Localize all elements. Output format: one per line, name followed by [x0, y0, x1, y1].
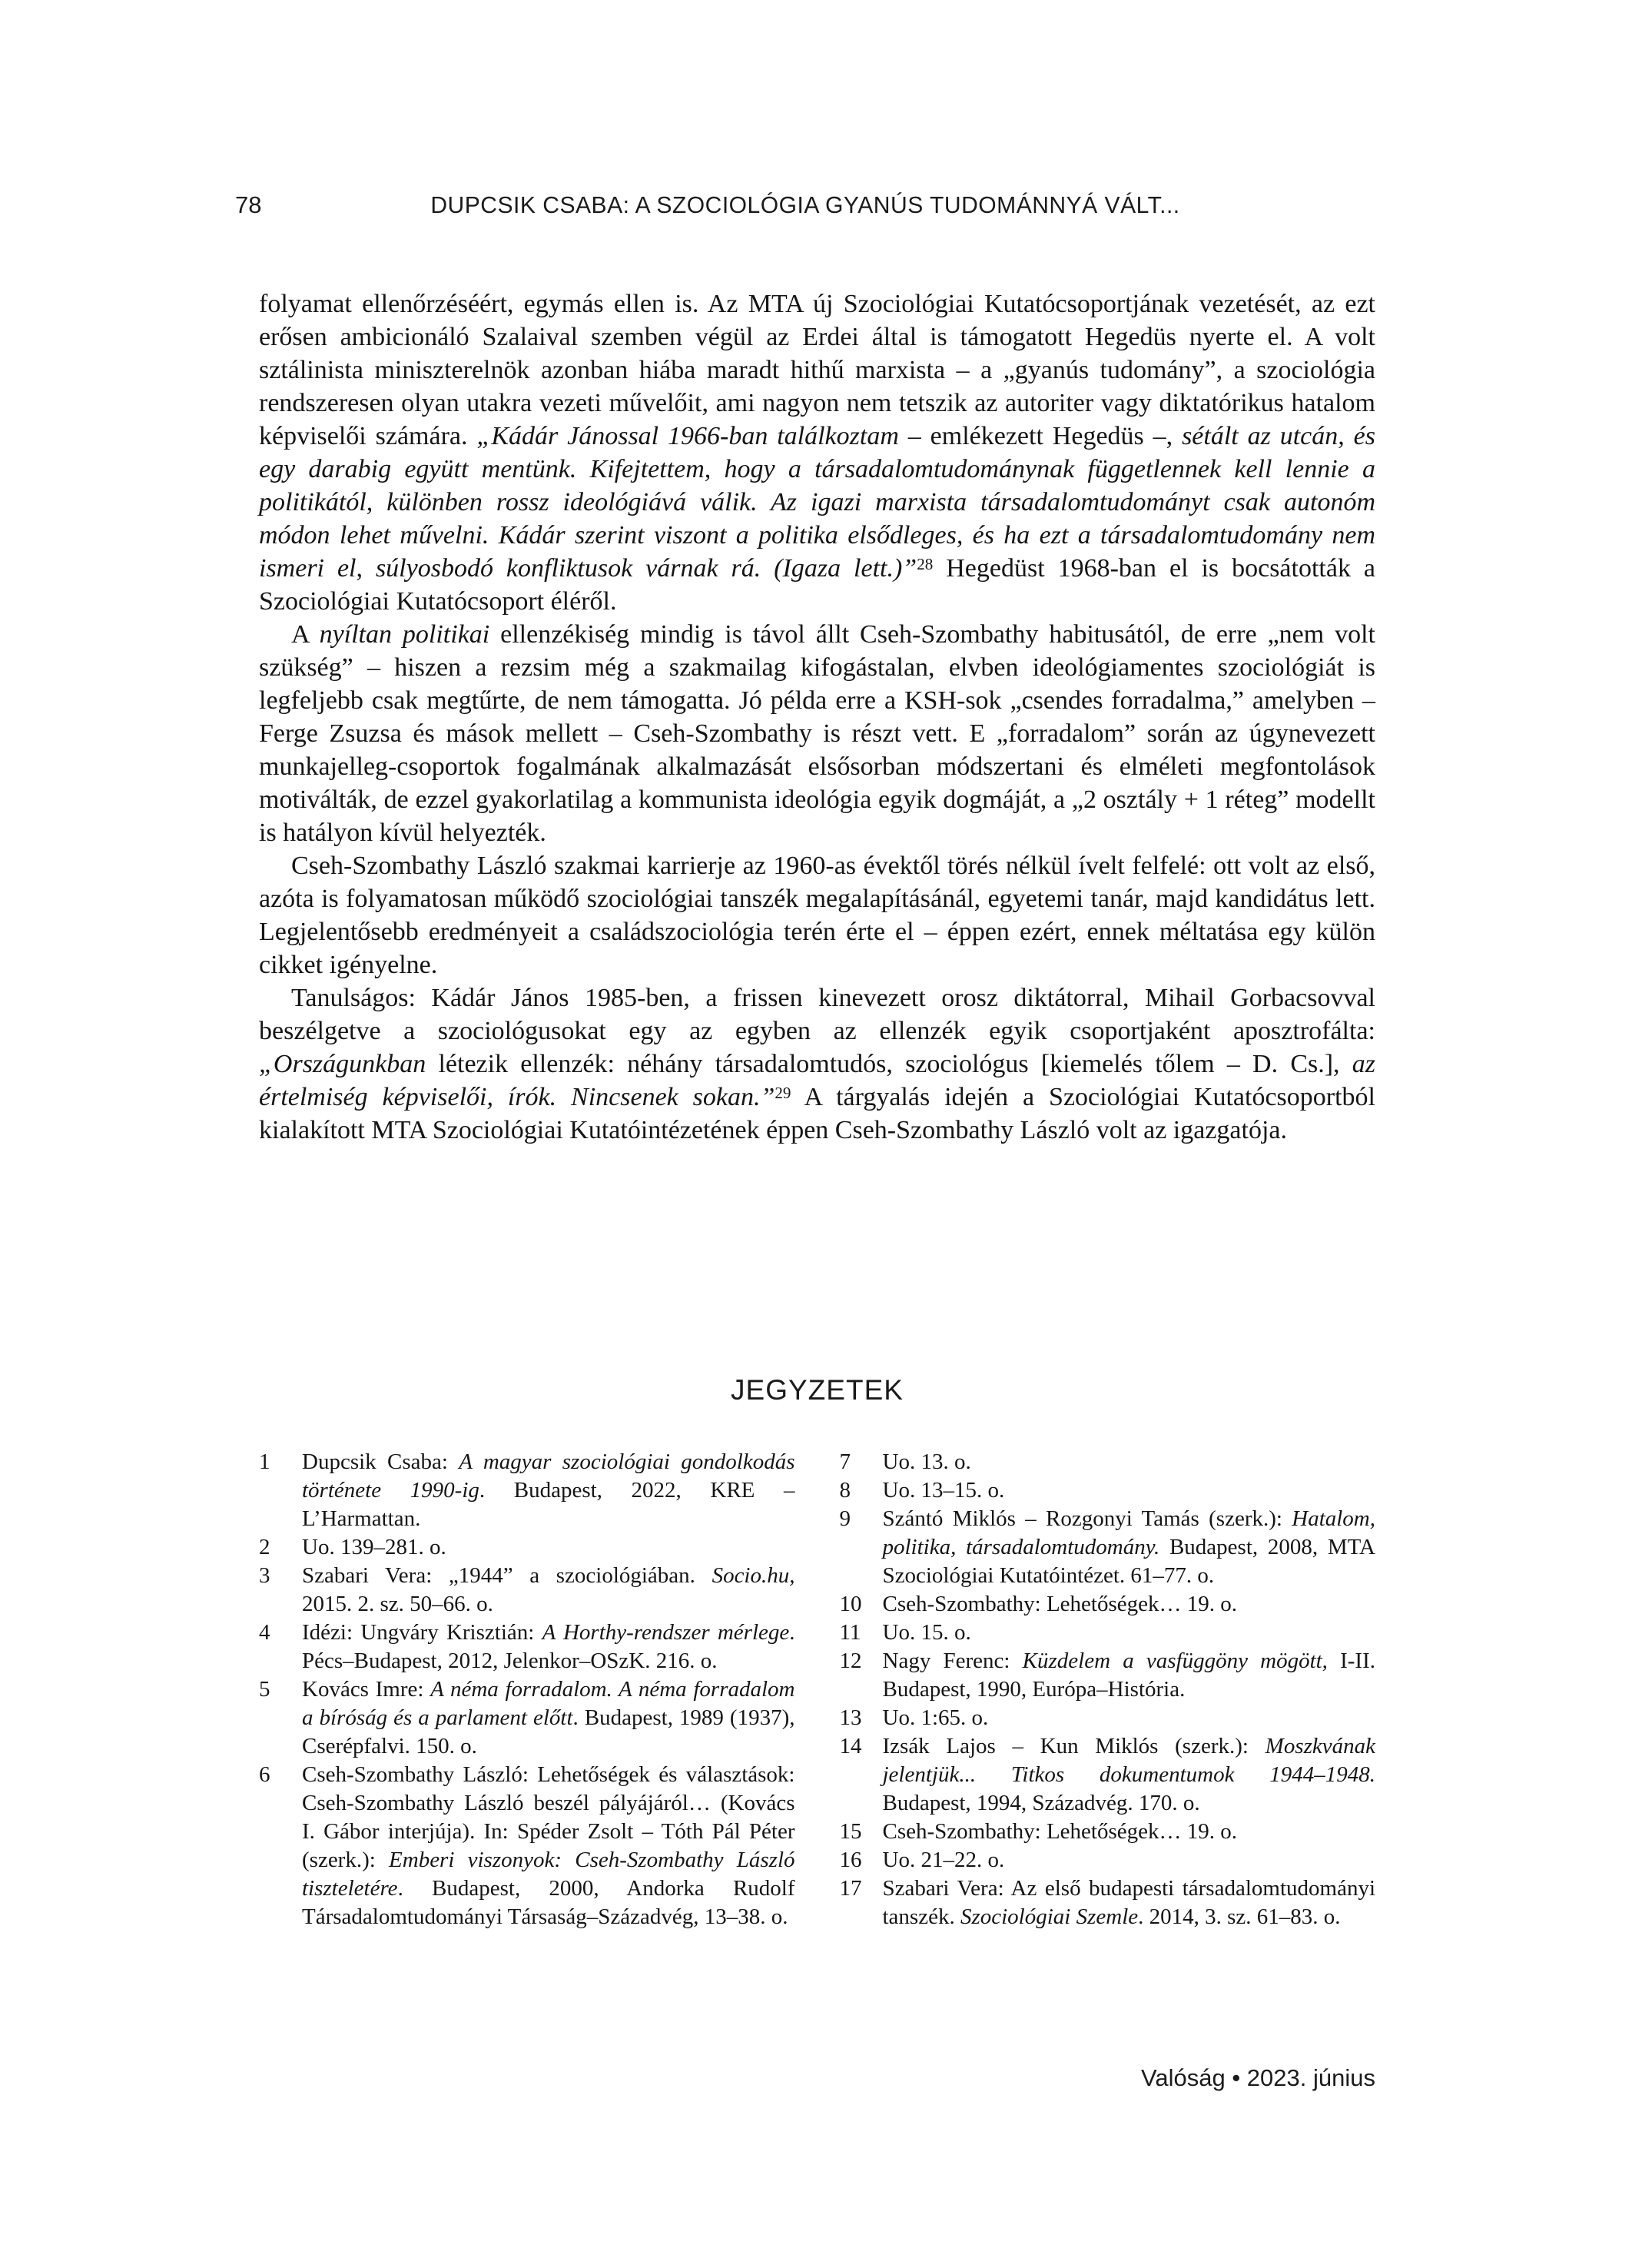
text-run: Kovács Imre: — [302, 1677, 431, 1702]
text-run: Cseh-Szombathy: Lehetőségek… 19. o. — [882, 1819, 1237, 1844]
paragraph — [259, 981, 1375, 1147]
note-text — [302, 1620, 795, 1673]
note-item — [259, 1533, 795, 1562]
note-text — [883, 1876, 1376, 1929]
note-item — [259, 1562, 795, 1619]
text-run: folyamat ellenőrzéséért, egymás ellen is. Az MTA új Szociológiai Kutatócsoportjának vezetését, az ezt erősen ambicionáló Szalaival szemben végül az Erdei által is támogatott Hegedüs nyerte el. A volt sztálinista miniszterelnök azonban hiába maradt hithű marxista – a „gyanús tudomány”, a szociológia rendszeresen olyan utakra vezeti művelőit, ami nagyon nem tetszik az autoriter vagy diktatórikus hatalom képviselői számára. — [259, 290, 1375, 450]
text-run: . 2014, 3. sz. 61–83. o. — [1138, 1904, 1341, 1929]
note-number: 2 — [259, 1535, 270, 1559]
text-run: Budapest, 2008, MTA Szociológiai Kutatóintézet. 61–77. o. — [882, 1535, 1375, 1588]
text-run: létezik ellenzék: néhány társadalomtudós, szociológus [kiemelés tőlem – D. Cs.], — [426, 1050, 1352, 1078]
text-run: ellenzékiség mindig is távol állt Cseh-Szombathy habitusától, de erre „nem volt szükség” – hiszen a rezsim még a szakmailag kifogástalan, elvben ideológiamentes szociológiát is legfeljebb csak megtűrte, de nem támogatta. Jó példa erre a KSH-sok „csendes forradalma,” amelyben – Ferge Zsuzsa és mások mellett – Cseh-Szombathy is részt vett. E „forradalom” során az úgynevezett munkajelleg-csoportok fogalmának alkalmazását elsősorban módszertani és elméleti megfontolások motiválták, de ezzel gyakorlatilag a kommunista ideológia egyik dogmáját, a „2 osztály + 1 réteg” modellt is hatályon kívül helyezték. — [259, 620, 1375, 847]
note-text — [883, 1592, 1238, 1616]
note-number: 6 — [259, 1762, 270, 1787]
italic-text-run: Moszkvának jelentjük... Titkos dokumentumok 1944–1948. — [882, 1734, 1375, 1787]
text-run: Uo. 15. o. — [882, 1620, 971, 1645]
paragraph — [259, 287, 1375, 618]
text-run: . Budapest, 2000, Andorka Rudolf Társadalomtudományi Társaság–Századvég, 13–38. o. — [302, 1876, 795, 1929]
note-text — [883, 1848, 1005, 1872]
italic-text-run: Küzdelem a vasfüggöny mögött, — [1022, 1649, 1328, 1673]
note-text — [883, 1705, 989, 1730]
italic-text-run: A magyar szociológiai gondolkodás története 1990-ig — [302, 1449, 795, 1503]
text-run: . Pécs–Budapest, 2012, Jelenkor–OSzK. 216. o. — [302, 1620, 795, 1673]
note-text — [883, 1506, 1376, 1588]
text-run: – emlékezett Hegedüs –, — [898, 422, 1183, 450]
italic-text-run: A Horthy-rendszer mérlege — [542, 1620, 790, 1645]
text-run: I-II. Budapest, 1990, Európa–História. — [882, 1649, 1375, 1702]
note-number: 13 — [839, 1705, 862, 1730]
note-item — [259, 1761, 795, 1931]
note-item — [840, 1647, 1376, 1704]
note-item — [840, 1875, 1376, 1931]
italic-text-run: nyíltan politikai — [319, 620, 490, 649]
note-text — [883, 1819, 1238, 1844]
note-text — [302, 1762, 795, 1929]
note-item — [840, 1476, 1376, 1505]
italic-text-run: Hatalom, politika, társadalomtudomány. — [882, 1506, 1375, 1559]
italic-text-run: az értelmiség képviselői, írók. Nincsenek sokan.” — [259, 1050, 1375, 1111]
note-number: 10 — [839, 1592, 862, 1616]
text-run: 2015. 2. sz. 50–66. o. — [302, 1592, 493, 1616]
note-number: 7 — [839, 1449, 851, 1474]
italic-text-run: „Kádár Jánossal 1966-ban találkoztam — [476, 422, 899, 450]
note-text — [302, 1449, 795, 1531]
text-run: Szabari Vera: Az első budapesti társadalomtudományi tanszék. — [882, 1876, 1375, 1929]
italic-text-run: Szociológiai Szemle — [960, 1904, 1139, 1929]
note-item — [259, 1675, 795, 1761]
text-run: Izsák Lajos – Kun Miklós (szerk.): — [882, 1734, 1265, 1758]
note-text — [302, 1563, 795, 1616]
italic-text-run: sétált az utcán, és egy darabig együtt mentünk. Kifejtettem, hogy a társadalomtudománynak függetlennek kell lennie a politikától, különben rossz ideológiává válik. Az igazi marxista társadalomtudományt csak autonóm módon lehet művelni. Kádár szerint viszont a politika elsődleges, és ha ezt a társadalomtudomány nem ismeri el, súlyosbodó konfliktusok várnak rá. (Igaza lett.)” — [259, 422, 1375, 583]
text-run: Uo. 13–15. o. — [882, 1478, 1005, 1503]
note-text — [883, 1734, 1376, 1815]
italic-text-run: Socio.hu, — [712, 1563, 795, 1588]
note-item — [840, 1619, 1376, 1647]
text-run: Uo. 1:65. o. — [882, 1705, 989, 1730]
notes-column-left — [259, 1448, 795, 1931]
page-number: 78 — [235, 191, 262, 218]
note-item — [840, 1846, 1376, 1875]
note-item — [840, 1818, 1376, 1846]
note-item — [259, 1619, 795, 1675]
text-run: Idézi: Ungváry Krisztián: — [302, 1620, 542, 1645]
notes-column-right — [840, 1448, 1376, 1931]
text-run: . Budapest, 2022, KRE – L’Harmattan. — [302, 1478, 795, 1531]
text-run: A — [291, 620, 320, 649]
running-title: DUPCSIK CSABA: A SZOCIOLÓGIA GYANÚS TUDOMÁNNYÁ VÁLT... — [430, 191, 1180, 218]
text-run: Cseh-Szombathy: Lehetőségek… 19. o. — [882, 1592, 1237, 1616]
italic-text-run: „Országunkban — [259, 1050, 426, 1078]
note-number: 5 — [259, 1677, 270, 1702]
text-run: Cseh-Szombathy László: Lehetőségek és választások: Cseh-Szombathy László beszél pályájáról… (Kovács I. Gábor interjúja). In: Spéder Zsolt – Tóth Pál Péter (szerk.): — [302, 1762, 795, 1872]
note-number: 16 — [839, 1848, 862, 1872]
note-text — [883, 1478, 1005, 1503]
text-run: Uo. 21–22. o. — [882, 1848, 1005, 1872]
text-run: Nagy Ferenc: — [882, 1649, 1023, 1673]
text-run: A tárgyalás idején a Szociológiai Kutatócsoportból kialakított MTA Szociológiai Kutatóintézetének éppen Cseh-Szombathy László volt az igazgatója. — [259, 1083, 1375, 1144]
italic-text-run: Emberi viszonyok: Cseh-Szombathy László tiszteletére — [302, 1848, 795, 1901]
note-number: 4 — [259, 1620, 270, 1645]
journal-footer: Valóság • 2023. június — [1141, 2064, 1375, 2091]
text-run: Budapest, 1994, Századvég. 170. o. — [882, 1791, 1200, 1815]
text-run: Dupcsik Csaba: — [302, 1449, 459, 1474]
text-run: Hegedüst 1968-ban el is bocsátották a Szociológiai Kutatócsoport éléről. — [259, 554, 1375, 616]
text-run: Cseh-Szombathy László szakmai karrierje az 1960-as évektől törés nélkül ívelt felfelé: ott volt az első, azóta is folyamatosan működő szociológiai tanszék megalapításánál, egyetemi tanár, majd kandidátus lett. Legjelentősebb eredményeit a családszociológia terén érte el – éppen ezért, ennek méltatása egy külön cikket igényelne. — [259, 852, 1375, 979]
note-number: 3 — [259, 1563, 270, 1588]
text-run: Tanulságos: Kádár János 1985-ben, a frissen kinevezett orosz diktátorral, Mihail Gorbacsovval beszélgetve a szociológusokat egy az egyben az ellenzék egyik csoportjaként aposztrofálta: — [259, 984, 1375, 1045]
note-text — [883, 1449, 971, 1474]
footnote-ref: 28 — [917, 554, 934, 573]
text-run: Uo. 13. o. — [882, 1449, 971, 1474]
note-item — [840, 1448, 1376, 1476]
text-run: . Budapest, 1989 (1937), Cserépfalvi. 150. o. — [302, 1705, 795, 1758]
note-number: 17 — [839, 1876, 862, 1901]
note-number: 11 — [839, 1620, 861, 1645]
note-text — [883, 1620, 971, 1645]
note-text — [302, 1677, 795, 1758]
note-item — [840, 1704, 1376, 1732]
note-number: 15 — [839, 1819, 862, 1844]
running-header — [235, 192, 1375, 218]
italic-text-run: A néma forradalom. A néma forradalom a bíróság és a parlament előtt — [302, 1677, 795, 1730]
notes-heading: JEGYZETEK — [731, 1374, 904, 1406]
note-text — [883, 1649, 1376, 1702]
note-item — [840, 1732, 1376, 1818]
text-run: Szántó Miklós – Rozgonyi Tamás (szerk.): — [882, 1506, 1292, 1531]
note-number: 14 — [839, 1734, 862, 1758]
text-run: Uo. 139–281. o. — [302, 1535, 446, 1559]
note-item — [840, 1590, 1376, 1619]
article-body — [259, 287, 1375, 1147]
note-number: 9 — [839, 1506, 851, 1531]
note-number: 12 — [839, 1649, 862, 1673]
note-item — [840, 1505, 1376, 1590]
paragraph — [259, 849, 1375, 981]
note-number: 8 — [839, 1478, 851, 1503]
footnote-ref: 29 — [775, 1083, 791, 1102]
note-number: 1 — [259, 1449, 270, 1474]
paragraph — [259, 618, 1375, 849]
notes-columns — [259, 1448, 1375, 1931]
text-run: Szabari Vera: „1944” a szociológiában. — [302, 1563, 712, 1588]
note-text — [302, 1535, 446, 1559]
note-item — [259, 1448, 795, 1533]
